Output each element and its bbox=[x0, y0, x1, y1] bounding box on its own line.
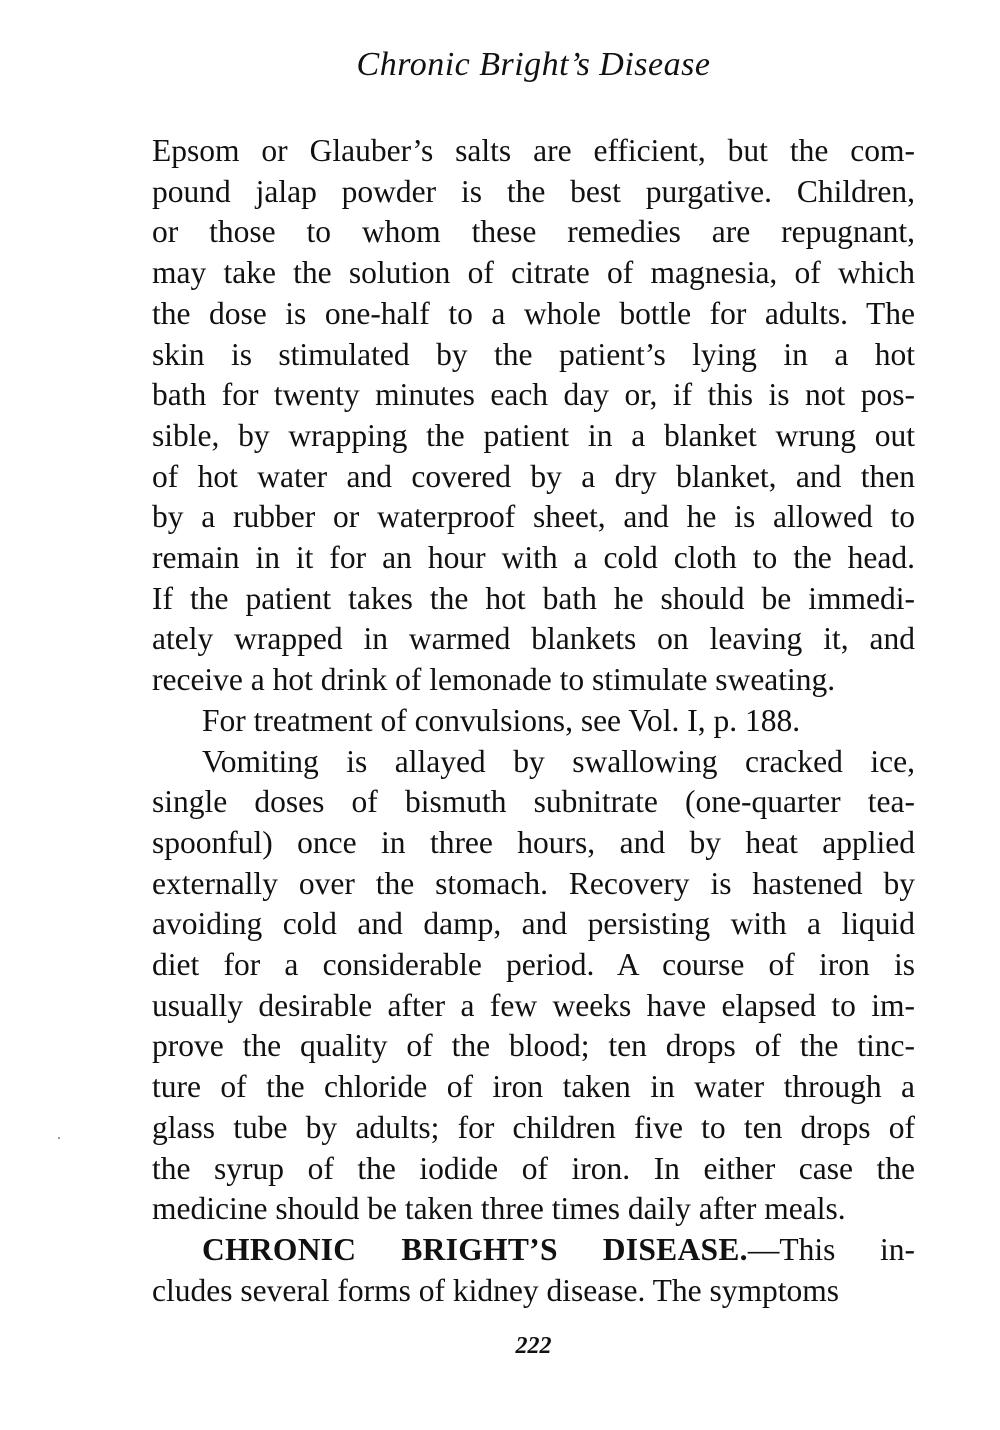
text-line: or those to whom these remedies are repugnant, bbox=[152, 214, 915, 250]
scan-speck bbox=[58, 1137, 60, 1139]
text-line: of hot water and covered by a dry blanket, and then bbox=[152, 458, 915, 494]
cross-reference-line: For treatment of convulsions, see Vol. I, p. 188. bbox=[202, 702, 801, 738]
body-text bbox=[152, 131, 915, 1311]
text-line: spoonful) once in three hours, and by heat applied bbox=[152, 824, 915, 860]
text-line: the dose is one-half to a whole bottle for adults. The bbox=[152, 295, 915, 331]
text-line: bath for twenty minutes each day or, if this is not pos- bbox=[152, 377, 915, 413]
text-line: glass tube by adults; for children five to ten drops of bbox=[152, 1109, 915, 1145]
text-line: single doses of bismuth subnitrate (one-quarter tea- bbox=[152, 784, 915, 820]
text-line: usually desirable after a few weeks have elapsed to im- bbox=[152, 987, 915, 1023]
text-line: the syrup of the iodide of iron. In either case the bbox=[152, 1150, 915, 1186]
text-line: may take the solution of citrate of magnesia, of which bbox=[152, 255, 915, 291]
text-line: Epsom or Glauber’s salts are efficient, but the com- bbox=[152, 133, 915, 168]
page-number: 222 bbox=[515, 1333, 552, 1360]
section-heading-tail: —This in- bbox=[747, 1231, 915, 1267]
text-line: avoiding cold and damp, and persisting with a liquid bbox=[152, 906, 915, 942]
section-heading-line bbox=[152, 1230, 915, 1271]
text-line: ture of the chloride of iron taken in water through a bbox=[152, 1069, 915, 1105]
text-line: sible, by wrapping the patient in a blanket wrung out bbox=[152, 417, 915, 453]
text-line: ately wrapped in warmed blankets on leaving it, and bbox=[152, 621, 915, 657]
text-line: cludes several forms of kidney disease. The symptoms bbox=[152, 1272, 840, 1308]
text-line: medicine should be taken three times daily after meals. bbox=[152, 1191, 846, 1227]
running-head: Chronic Bright’s Disease bbox=[356, 46, 711, 83]
text-line: remain in it for an hour with a cold cloth to the head. bbox=[152, 540, 915, 576]
text-line: Vomiting is allayed by swallowing cracked ice, bbox=[202, 743, 915, 779]
text-line: externally over the stomach. Recovery is hastened by bbox=[152, 865, 915, 901]
text-line: by a rubber or waterproof sheet, and he is allowed to bbox=[152, 499, 915, 535]
section-heading: CHRONIC BRIGHT’S DISEASE. bbox=[202, 1231, 748, 1267]
text-line: If the patient takes the hot bath he should be immedi- bbox=[152, 580, 915, 616]
text-line: diet for a considerable period. A course of iron is bbox=[152, 947, 915, 983]
text-line: receive a hot drink of lemonade to stimulate sweating. bbox=[152, 662, 836, 698]
text-line: skin is stimulated by the patient’s lying in a hot bbox=[152, 336, 915, 372]
text-line: prove the quality of the blood; ten drops of the tinc- bbox=[152, 1028, 915, 1064]
text-line: pound jalap powder is the best purgative. Children, bbox=[152, 173, 915, 209]
